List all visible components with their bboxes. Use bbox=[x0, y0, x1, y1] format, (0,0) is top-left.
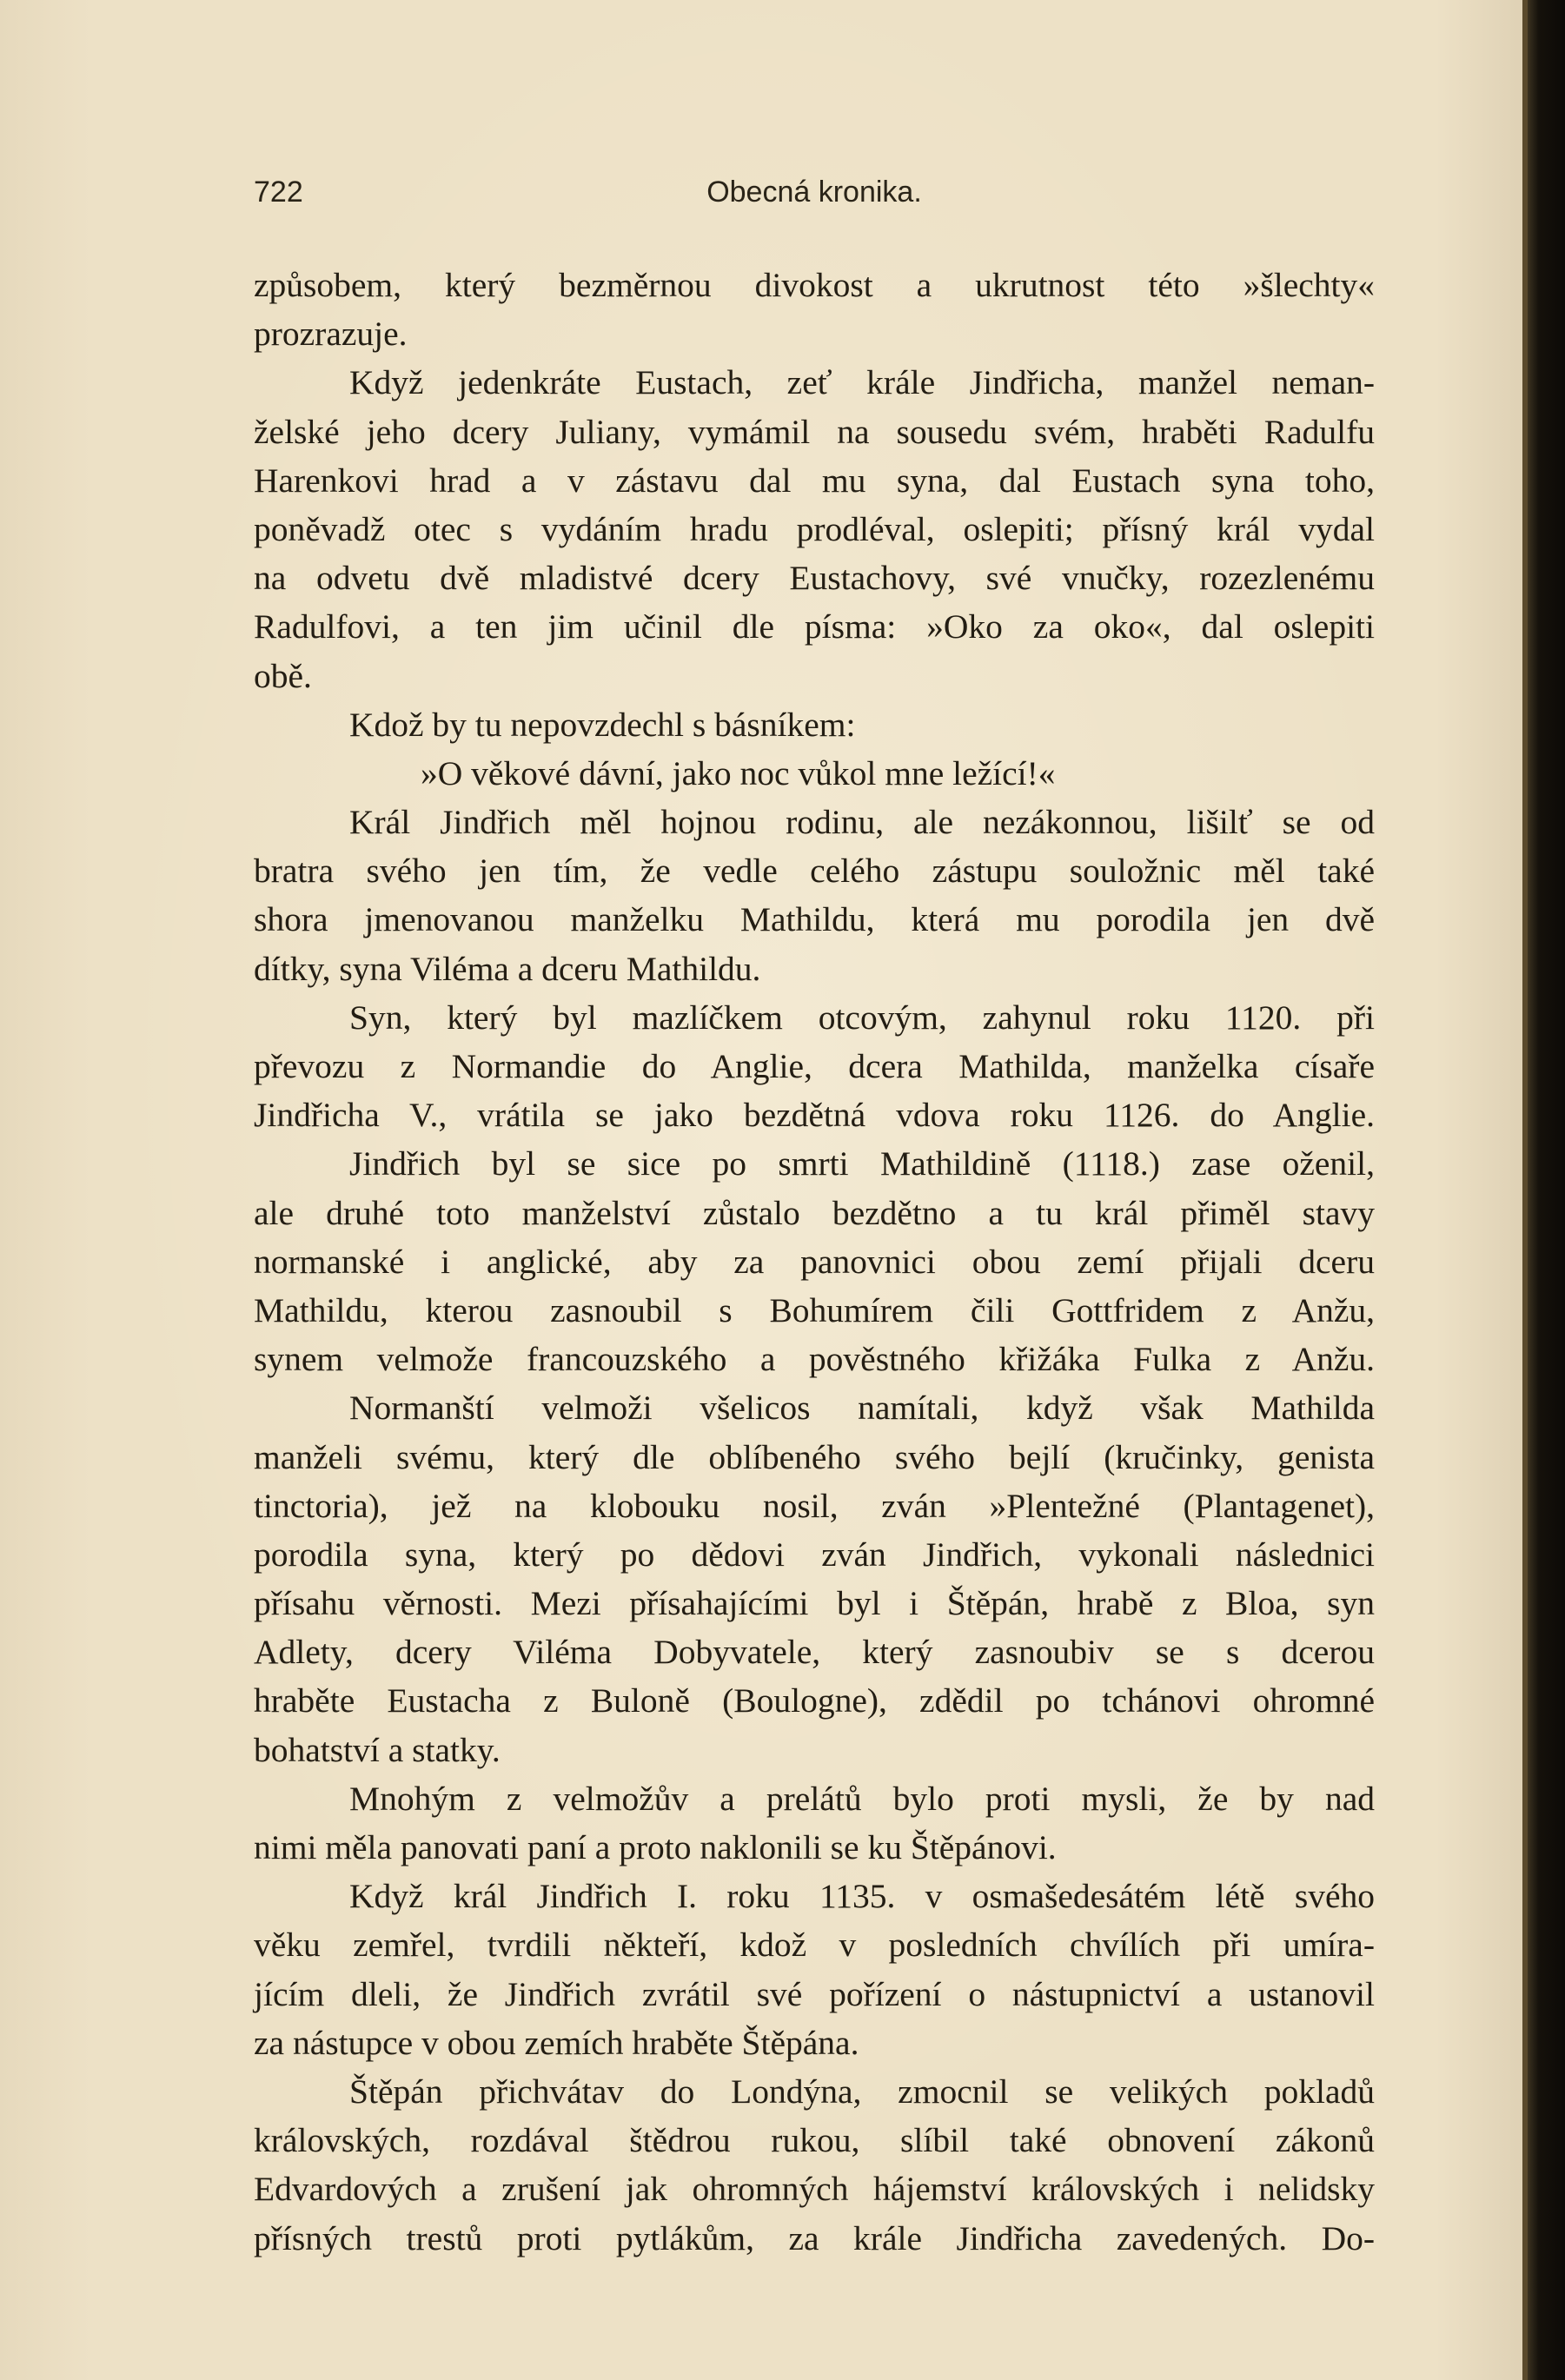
body-text bbox=[254, 261, 1375, 2263]
text-line: synem velmože francouzského a pověstného křižáka Fulka z Anžu. bbox=[254, 1340, 1375, 1379]
text-line: Edvardových a zrušení jak ohromných hájemství královských i nelidsky bbox=[254, 2170, 1375, 2209]
text-line: Mnohým z velmožův a prelátů bylo proti mysli, že by nad bbox=[349, 1779, 1375, 1818]
text-line: věku zemřel, tvrdili někteří, kdož v posledních chvílích při umíra- bbox=[254, 1926, 1375, 1965]
text-line: Jindřicha V., vrátila se jako bezdětná vdova roku 1126. do Anglie. bbox=[254, 1096, 1375, 1135]
text-line: dítky, syna Viléma a dceru Mathildu. bbox=[254, 949, 761, 988]
text-line: převozu z Normandie do Anglie, dcera Mathilda, manželka císaře bbox=[254, 1047, 1375, 1085]
text-line: manželi svému, který dle oblíbeného svého bejlí (kručinky, genista bbox=[254, 1437, 1375, 1476]
text-line: způsobem, který bezměrnou divokost a ukrutnost této »šlechty« bbox=[254, 266, 1375, 304]
page-number: 722 bbox=[254, 176, 303, 209]
text-line: ale druhé toto manželství zůstalo bezdětno a tu král přiměl stavy bbox=[254, 1193, 1375, 1232]
text-line: Když jedenkráte Eustach, zeť krále Jindřicha, manžel neman- bbox=[349, 363, 1375, 402]
text-line: bratra svého jen tím, že vedle celého zástupu souložnic měl také bbox=[254, 852, 1375, 891]
text-line: normanské i anglické, aby za panovnici obou zemí přijali dceru bbox=[254, 1242, 1375, 1281]
text-line: hraběte Eustacha z Buloně (Boulogne), zdědil po tchánovi ohromné bbox=[254, 1681, 1375, 1720]
text-line: Když král Jindřich I. roku 1135. v osmašedesátém létě svého bbox=[349, 1877, 1375, 1916]
text-line: za nástupce v obou zemích hraběte Štěpána. bbox=[254, 2023, 859, 2062]
text-line: obě. bbox=[254, 656, 312, 695]
text-line: bohatství a statky. bbox=[254, 1730, 501, 1769]
text-line: Syn, který byl mazlíčkem otcovým, zahynul roku 1120. při bbox=[349, 998, 1375, 1037]
text-line: Normanští velmoži všelicos namítali, když však Mathilda bbox=[349, 1389, 1375, 1428]
text-line: nimi měla panovati paní a proto naklonili se ku Štěpánovi. bbox=[254, 1828, 1057, 1866]
text-line: královských, rozdával štědrou rukou, slíbil také obnovení zákonů bbox=[254, 2121, 1375, 2160]
text-line: Jindřich byl se sice po smrti Mathildině (1118.) zase oženil, bbox=[349, 1144, 1375, 1183]
text-line: Adlety, dcery Viléma Dobyvatele, který zasnoubiv se s dcerou bbox=[254, 1633, 1375, 1672]
text-line: shora jmenovanou manželku Mathildu, která mu porodila jen dvě bbox=[254, 900, 1375, 939]
running-head bbox=[254, 176, 1375, 219]
text-line: jícím dleli, že Jindřich zvrátil své pořízení o nástupnictví a ustanovil bbox=[254, 1974, 1375, 2013]
text-line: přísahu věrnosti. Mezi přísahajícími byl i Štěpán, hrabě z Bloa, syn bbox=[254, 1584, 1375, 1623]
quote-line: »O věkové dávní, jako noc vůkol mne ležící!« bbox=[421, 753, 1056, 792]
text-line: na odvetu dvě mladistvé dcery Eustachovy, své vnučky, rozezlenému bbox=[254, 559, 1375, 598]
text-line: poněvadž otec s vydáním hradu prodléval, oslepiti; přísný král vydal bbox=[254, 509, 1375, 548]
text-line: Radulfovi, a ten jim učinil dle písma: »Oko za oko«, dal oslepiti bbox=[254, 607, 1375, 646]
text-line: Mathildu, kterou zasnoubil s Bohumírem čili Gottfridem z Anžu, bbox=[254, 1290, 1375, 1329]
text-line: Kdož by tu nepovzdechl s básníkem: bbox=[349, 705, 856, 744]
text-line: prozrazuje. bbox=[254, 315, 408, 354]
text-line: porodila syna, který po dědovi zván Jindřich, vykonali následnici bbox=[254, 1535, 1375, 1574]
text-line: přísných trestů proti pytlákům, za krále Jindřicha zavedených. Do- bbox=[254, 2218, 1375, 2257]
text-line: Štěpán přichvátav do Londýna, zmocnil se velikých pokladů bbox=[349, 2072, 1375, 2111]
text-line: Král Jindřich měl hojnou rodinu, ale nezákonnou, lišilť se od bbox=[349, 803, 1375, 842]
running-title: Obecná kronika. bbox=[706, 176, 922, 209]
book-gutter bbox=[1528, 0, 1565, 2380]
text-line: Harenkovi hrad a v zástavu dal mu syna, dal Eustach syna toho, bbox=[254, 461, 1375, 500]
text-line: tinctoria), jež na klobouku nosil, zván »Plentežné (Plantagenet), bbox=[254, 1486, 1375, 1525]
text-line: želské jeho dcery Juliany, vymámil na sousedu svém, hraběti Radulfu bbox=[254, 412, 1375, 451]
